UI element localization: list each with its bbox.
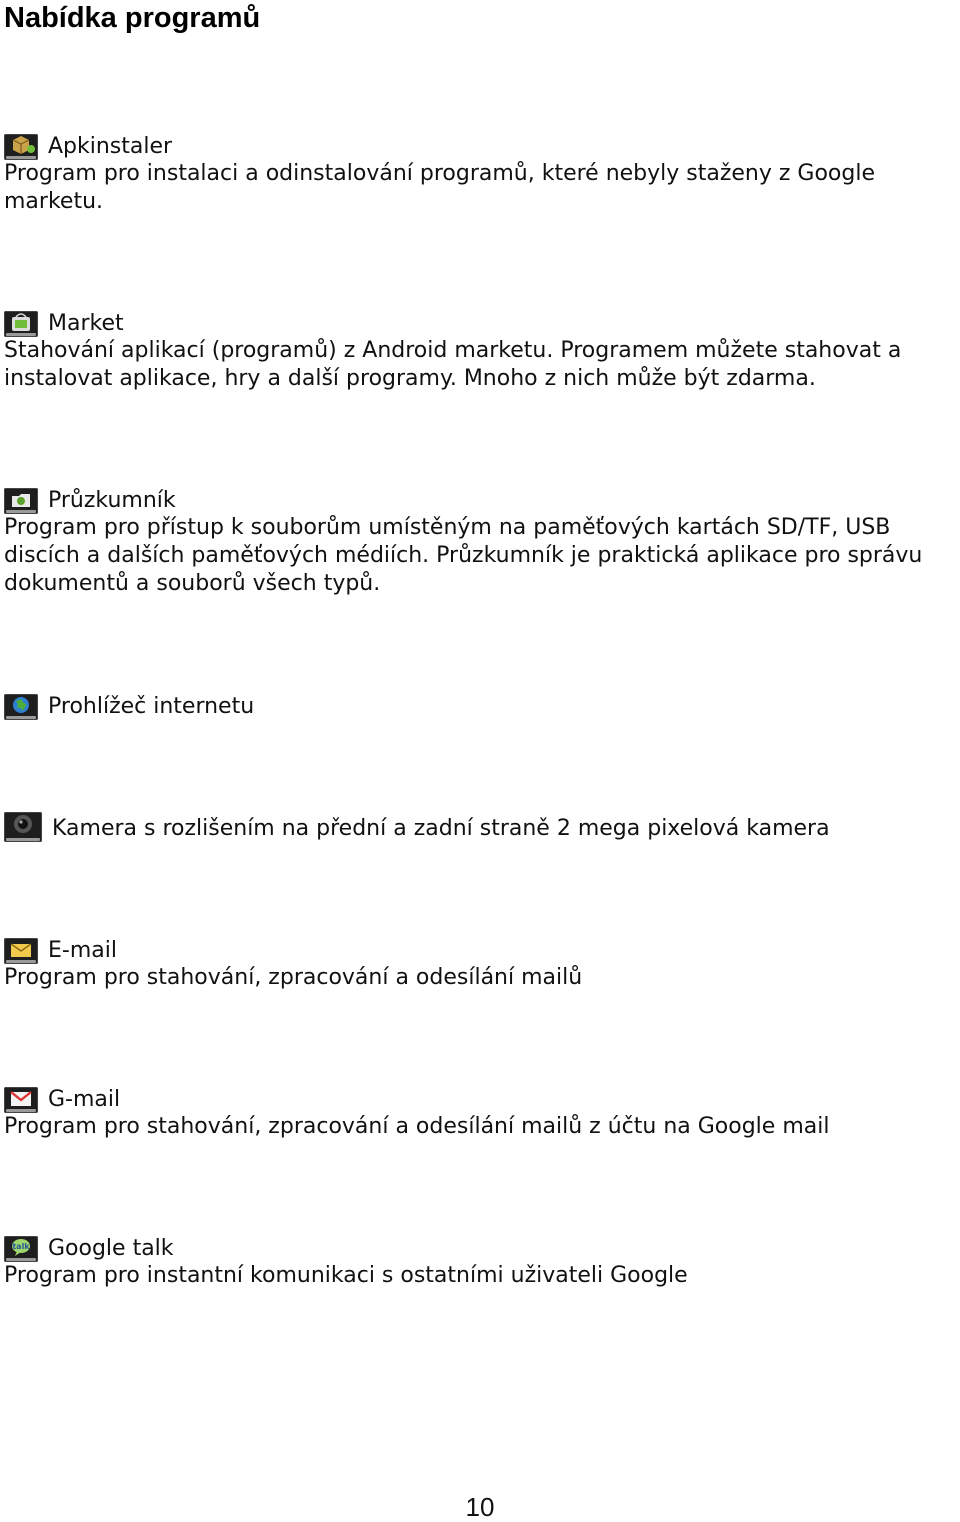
app-name: G-mail bbox=[48, 1087, 121, 1112]
app-entry-pruzkumnik bbox=[4, 480, 960, 598]
app-description: Program pro instalaci a odinstalování programů, které nebyly staženy z Google marketu. bbox=[4, 161, 876, 214]
app-description: Program pro přístup k souborům umístěným na paměťových kartách SD/TF, USB discích a dalších paměťových médiích. Průzkumník je praktická aplikace pro správu dokumentů a souborů všech typů. bbox=[4, 515, 923, 596]
talk-bubble-icon bbox=[4, 1236, 38, 1262]
app-description: Program pro stahování, zpracování a odesílání mailů bbox=[4, 965, 583, 990]
globe-icon bbox=[4, 694, 38, 720]
app-entry-market bbox=[4, 303, 960, 393]
app-entry-email bbox=[4, 930, 960, 992]
app-entry-prohlizec bbox=[4, 686, 960, 720]
app-name: Market bbox=[48, 311, 124, 336]
svg-text:talk: talk bbox=[12, 1242, 30, 1251]
app-entry-gmail bbox=[4, 1079, 960, 1141]
package-icon bbox=[4, 134, 38, 160]
market-bag-icon bbox=[4, 311, 38, 337]
page-title: Nabídka programů bbox=[4, 2, 261, 34]
app-name: Google talk bbox=[48, 1236, 174, 1261]
envelope-icon bbox=[4, 938, 38, 964]
app-description: Program pro instantní komunikaci s ostatními uživateli Google bbox=[4, 1263, 688, 1288]
app-description: Program pro stahování, zpracování a odesílání mailů z účtu na Google mail bbox=[4, 1114, 830, 1139]
app-entry-kamera bbox=[4, 808, 960, 842]
app-entry-apkinstaler bbox=[4, 126, 960, 216]
page-number: 10 bbox=[465, 1492, 495, 1522]
app-name: Prohlížeč internetu bbox=[48, 694, 255, 719]
app-entry-google-talk bbox=[4, 1228, 960, 1290]
app-name: Apkinstaler bbox=[48, 134, 173, 159]
app-description: Stahování aplikací (programů) z Android marketu. Programem můžete stahovat a instalovat aplikace, hry a další programy. Mnoho z nich může být zdarma. bbox=[4, 338, 902, 391]
explorer-icon bbox=[4, 488, 38, 514]
app-name: Kamera s rozlišením na přední a zadní straně 2 mega pixelová kamera bbox=[52, 816, 830, 841]
app-name: E-mail bbox=[48, 938, 117, 963]
gmail-icon bbox=[4, 1087, 38, 1113]
app-name: Průzkumník bbox=[48, 488, 176, 513]
camera-icon bbox=[4, 812, 42, 842]
